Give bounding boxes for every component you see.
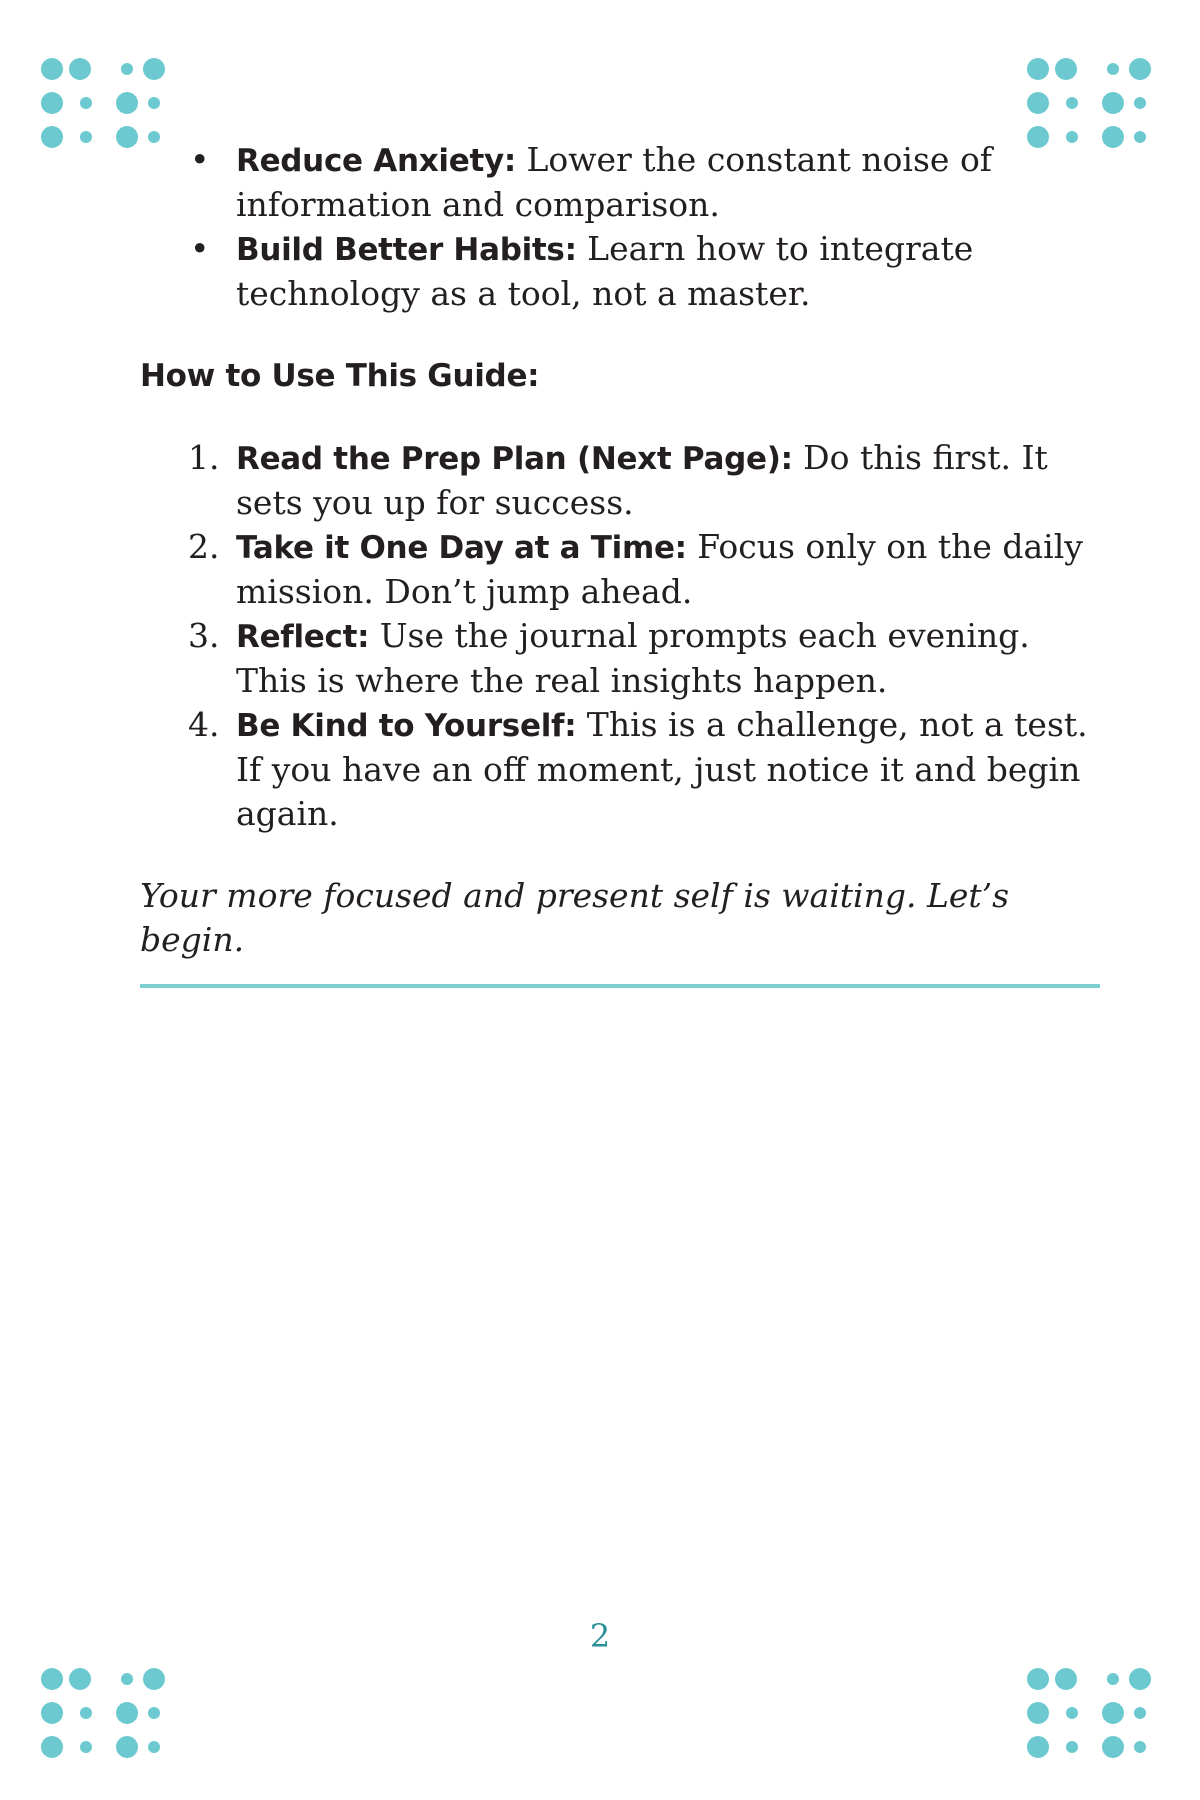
decorative-dot	[1102, 1736, 1124, 1758]
dot-pattern-icon	[40, 1667, 180, 1767]
item-term: Read the Prep Plan (Next Page):	[236, 441, 793, 477]
decorative-dot	[80, 1707, 92, 1719]
decorative-dot	[41, 1736, 63, 1758]
decorative-dot	[148, 1741, 160, 1753]
decorative-dot	[148, 1707, 160, 1719]
decorative-dot	[1102, 1702, 1124, 1724]
list-item	[140, 614, 1100, 703]
decorative-dot	[121, 1673, 133, 1685]
decorative-dot	[1027, 92, 1049, 114]
decorative-dot	[1102, 126, 1124, 148]
decorative-dot	[41, 92, 63, 114]
decorative-dot	[1066, 1741, 1078, 1753]
decorative-dot	[116, 126, 138, 148]
decorative-dot	[1027, 1736, 1049, 1758]
page-number: 2	[589, 1617, 611, 1655]
list-item	[140, 703, 1100, 836]
item-term: Take it One Day at a Time:	[236, 530, 687, 566]
decorative-dot	[1129, 58, 1151, 80]
list-item	[140, 436, 1100, 525]
decorative-dot	[1107, 63, 1119, 75]
benefits-list	[140, 138, 1100, 316]
item-term: Reflect:	[236, 619, 370, 655]
step-number: 4.	[188, 705, 220, 744]
decorative-dot	[69, 58, 91, 80]
decorative-dot	[80, 1741, 92, 1753]
item-text: Do this first. It sets you up for success.	[236, 438, 1048, 522]
decorative-dot	[80, 131, 92, 143]
list-item	[140, 525, 1100, 614]
decorative-dot	[80, 97, 92, 109]
item-text: Learn how to integrate technology as a tool, not a master.	[236, 229, 974, 313]
decorative-dot	[1102, 92, 1124, 114]
decorative-dot	[116, 92, 138, 114]
page-content	[140, 138, 1100, 962]
decorative-dot	[1066, 1707, 1078, 1719]
decorative-dot	[1134, 97, 1146, 109]
decorative-dot	[1066, 97, 1078, 109]
item-term: Build Better Habits:	[236, 232, 577, 268]
horizontal-divider	[140, 984, 1100, 988]
item-text: This is a challenge, not a test. If you have an off moment, just notice it and begin again.	[236, 705, 1088, 833]
decorative-dot	[1107, 1673, 1119, 1685]
item-term: Be Kind to Yourself:	[236, 708, 577, 744]
decorative-dot	[41, 1668, 63, 1690]
closing-line: Your more focused and present self is waiting. Let’s begin.	[140, 876, 1010, 959]
decorative-dot	[1055, 58, 1077, 80]
dot-pattern-icon	[1026, 1667, 1166, 1767]
bullet-marker: •	[190, 229, 210, 268]
item-text: Focus only on the daily mission. Don’t jump ahead.	[236, 527, 1083, 611]
decorative-dot	[1129, 1668, 1151, 1690]
decorative-dot	[121, 63, 133, 75]
item-text: Lower the constant noise of information and comparison.	[236, 140, 993, 224]
decorative-dot	[116, 1736, 138, 1758]
item-text: Use the journal prompts each evening. This is where the real insights happen.	[236, 616, 1030, 700]
decorative-dot	[1134, 1707, 1146, 1719]
decorative-dot	[69, 1668, 91, 1690]
step-number: 2.	[188, 527, 220, 566]
list-item	[140, 138, 1100, 227]
list-item	[140, 227, 1100, 316]
section-heading: How to Use This Guide:	[140, 358, 540, 394]
decorative-dot	[143, 58, 165, 80]
decorative-dot	[41, 126, 63, 148]
decorative-dot	[41, 58, 63, 80]
decorative-dot	[1134, 1741, 1146, 1753]
decorative-dot	[1027, 1702, 1049, 1724]
step-number: 3.	[188, 616, 220, 655]
bullet-marker: •	[190, 140, 210, 179]
decorative-dot	[148, 97, 160, 109]
decorative-dot	[1027, 1668, 1049, 1690]
decorative-dot	[1027, 58, 1049, 80]
steps-list	[140, 436, 1100, 836]
step-number: 1.	[188, 438, 220, 477]
decorative-dot	[1134, 131, 1146, 143]
decorative-dot	[41, 1702, 63, 1724]
decorative-dot	[1055, 1668, 1077, 1690]
decorative-dot	[116, 1702, 138, 1724]
decorative-dot	[143, 1668, 165, 1690]
item-term: Reduce Anxiety:	[236, 143, 516, 179]
